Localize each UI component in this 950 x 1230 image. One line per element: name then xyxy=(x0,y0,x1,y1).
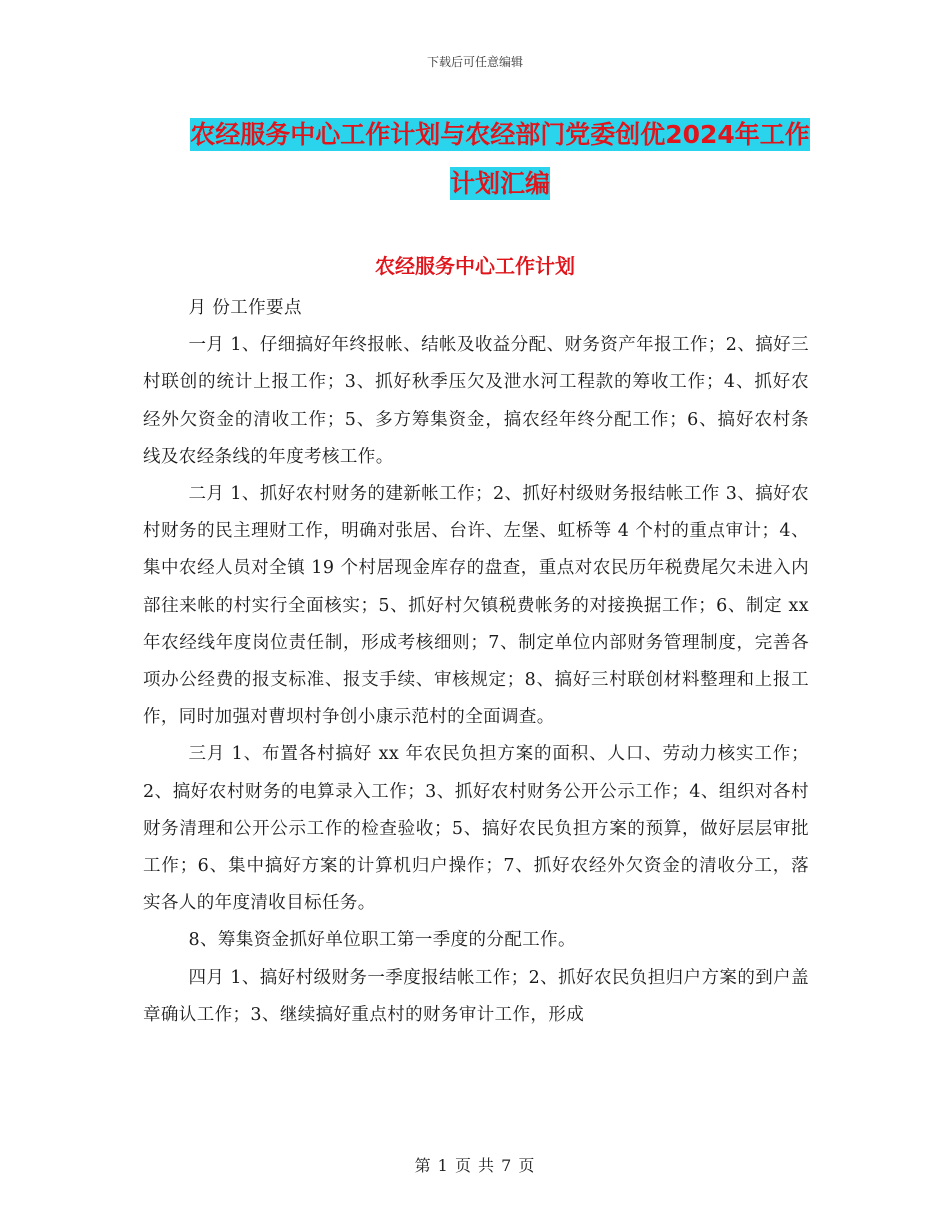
section-title: 农经服务中心工作计划 xyxy=(375,254,575,278)
paragraph-january: 一月 1、仔细搞好年终报帐、结帐及收益分配、财务资产年报工作；2、搞好三村联创的统计上报工作；3、抓好秋季压欠及泄水河工程款的筹收工作；4、抓好农经外欠资金的清收工作；5、多方筹集资金，搞农经年终分配工作；6、搞好农村条线及农经条线的年度考核工作。 xyxy=(143,335,809,467)
document-title-text: 农经服务中心工作计划与农经部门党委创优2024年工作计划汇编 xyxy=(190,120,810,198)
paragraph-march-item-8: 8、筹集资金抓好单位职工第一季度的分配工作。 xyxy=(188,930,576,951)
paragraph-april: 四月 1、搞好村级财务一季度报结帐工作；2、抓好农民负担归户方案的到户盖章确认工作；3、继续搞好重点村的财务审计工作，形成 xyxy=(143,967,809,1025)
page-footer: 第 1 页 共 7 页 xyxy=(414,1156,536,1175)
document-body xyxy=(143,290,809,1034)
paragraph-march: 三月 1、布置各村搞好 xx 年农民负担方案的面积、人口、劳动力核实工作；2、搞好农村财务的电算录入工作；3、抓好农村财务公开公示工作；4、组织对各村财务清理和公开公示工作的检查验收；5、搞好农民负担方案的预算，做好层层审批工作；6、集中搞好方案的计算机归户操作；7、抓好农经外欠资金的清收分工，落实各人的年度清收目标任务。 xyxy=(143,744,809,914)
document-title xyxy=(185,110,815,208)
paragraph-february: 二月 1、抓好农村财务的建新帐工作；2、抓好村级财务报结帐工作 3、搞好农村财务的民主理财工作，明确对张居、台许、左堡、虹桥等 4 个村的重点审计；4、集中农经人员对全镇 19 个村居现金库存的盘查，重点对农民历年税费尾欠未进入内部往来帐的村实行全面核实；5、抓好村欠镇税费帐务的对接换据工作；6、制定 xx 年农经线年度岗位责任制，形成考核细则；7、制定单位内部财务管理制度，完善各项办公经费的报支标准、报支手续、审核规定；8、搞好三村联创材料整理和上报工作，同时加强对曹坝村争创小康示范村的全面调查。 xyxy=(143,484,809,728)
paragraph-month-heading: 月 份工作要点 xyxy=(188,298,302,318)
header-note: 下载后可任意编辑 xyxy=(426,55,523,69)
